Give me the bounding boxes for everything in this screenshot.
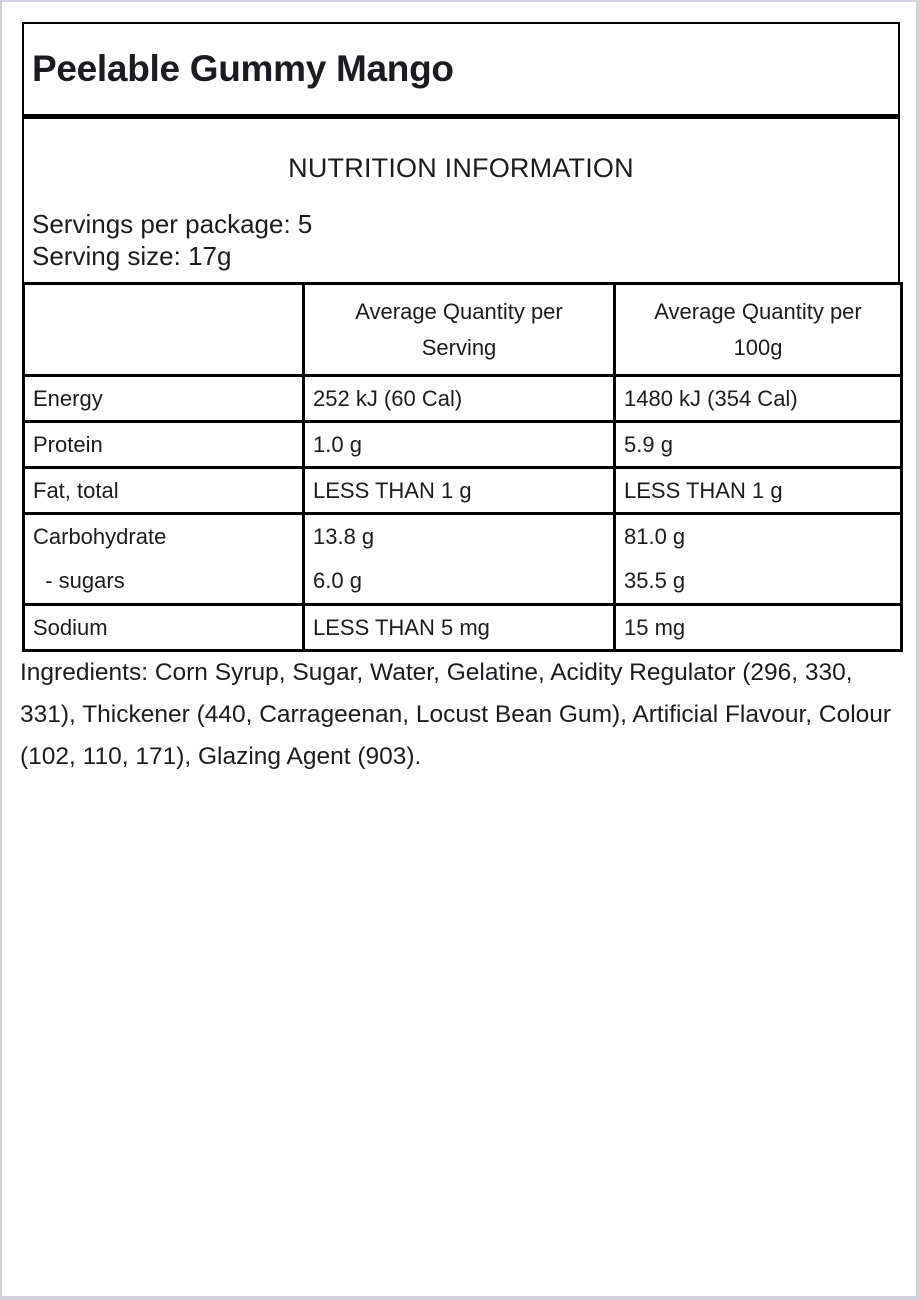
- table-row: [24, 376, 902, 422]
- product-title: Peelable Gummy Mango: [32, 48, 454, 89]
- servings-per-package: Servings per package: 5: [32, 209, 313, 239]
- nutrient-name: Sodium: [24, 605, 304, 651]
- per-100g-value: 5.9 g: [615, 422, 902, 468]
- per-100g-value: 15 mg: [615, 605, 902, 651]
- table-header-row: [24, 284, 902, 376]
- per-serving-value: LESS THAN 5 mg: [304, 605, 615, 651]
- nutrition-info-box: [22, 116, 900, 282]
- nutrient-name: Carbohydrate - sugars: [24, 514, 304, 605]
- nutrient-name: Energy: [24, 376, 304, 422]
- column-header-per-100g: Average Quantity per 100g: [615, 284, 902, 376]
- ingredients-text: Ingredients: Corn Syrup, Sugar, Water, Gelatine, Acidity Regulator (296, 330, 331), Thickener (440, Carrageenan, Locust Bean Gum), Artificial Flavour, Colour (102, 110, 171), Glazing Agent (903).: [20, 659, 892, 770]
- nutrition-label: [22, 22, 900, 652]
- nutrition-heading: NUTRITION INFORMATION: [288, 153, 634, 183]
- table-row: [24, 422, 902, 468]
- per-serving-value: 1.0 g: [304, 422, 615, 468]
- table-row: [24, 468, 902, 514]
- title-box: [22, 22, 900, 116]
- table-row: [24, 514, 902, 605]
- nutrient-name: Protein: [24, 422, 304, 468]
- nutrient-name: Fat, total: [24, 468, 304, 514]
- per-serving-value: 252 kJ (60 Cal): [304, 376, 615, 422]
- per-100g-value: 81.0 g 35.5 g: [615, 514, 902, 605]
- per-serving-value: 13.8 g 6.0 g: [304, 514, 615, 605]
- page: [2, 2, 916, 1296]
- column-header-per-serving: Average Quantity per Serving: [304, 284, 615, 376]
- table-row: [24, 605, 902, 651]
- nutrition-table: [22, 282, 903, 652]
- per-100g-value: LESS THAN 1 g: [615, 468, 902, 514]
- serving-size: Serving size: 17g: [32, 241, 232, 271]
- per-serving-value: LESS THAN 1 g: [304, 468, 615, 514]
- column-header-nutrient: [24, 284, 304, 376]
- per-100g-value: 1480 kJ (354 Cal): [615, 376, 902, 422]
